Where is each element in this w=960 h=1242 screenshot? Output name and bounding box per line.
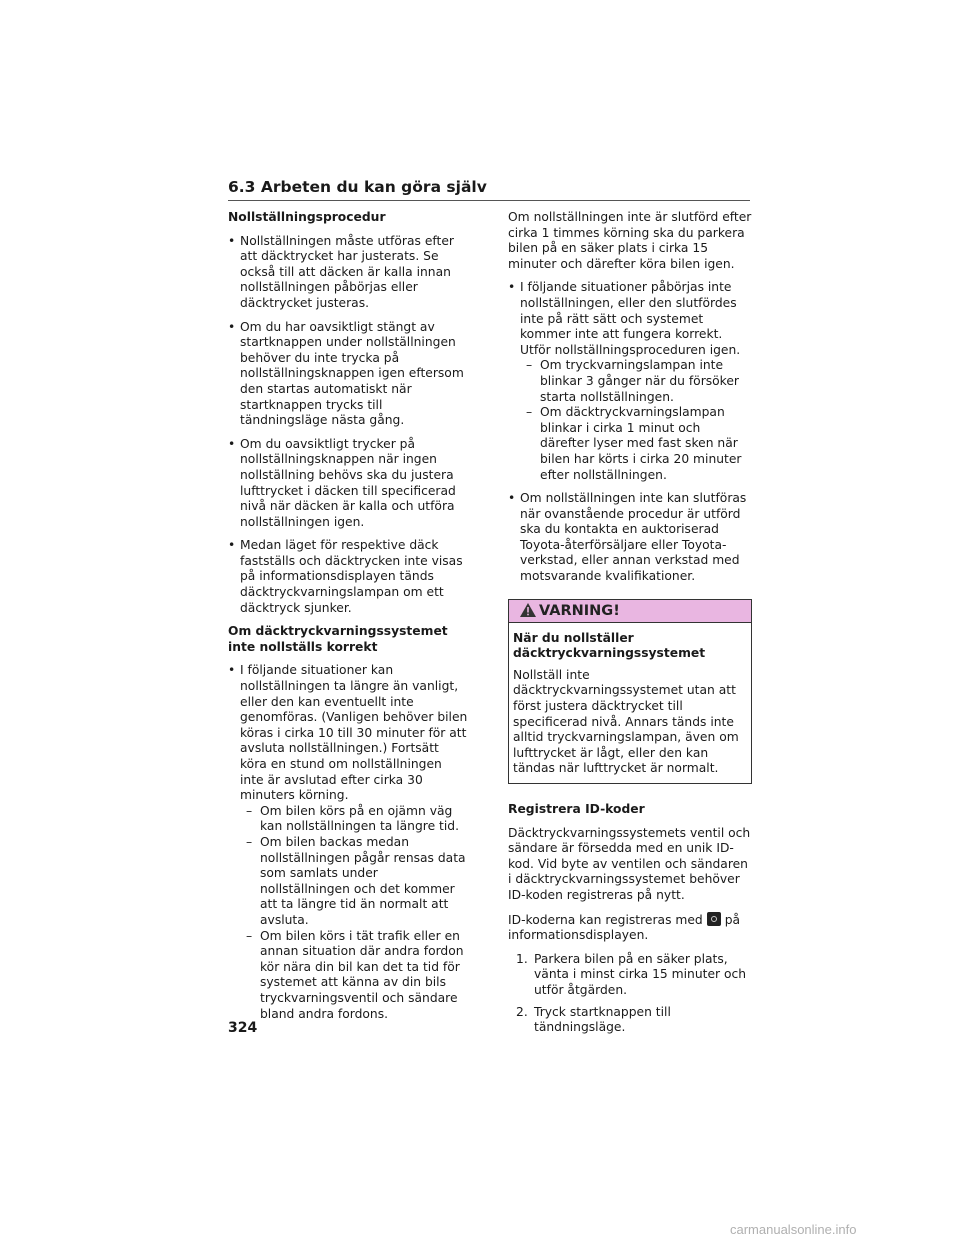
warning-triangle-icon [519, 602, 537, 618]
intro-paragraph: Om nollställningen inte är slutförd efter cirka 1 timmes körning ska du parkera bilen på en säker plats i cirka 15 minuter och därefter köra bilen igen. [508, 210, 752, 271]
not-reset-bullets [228, 663, 468, 1022]
step-item: 2. Tryck startknappen till tändningsläge. [516, 1004, 671, 1035]
list-item: • Nollställningen måste utföras efter att däcktrycket har justerats. Se också till att däcken är kalla innan nollställningen påbörjas eller däcktrycket justeras. [228, 233, 454, 310]
id-register-paragraph: ID-koderna kan registreras med på informationsdisplayen. [508, 912, 741, 943]
warning-body [509, 623, 751, 783]
heading-reset-procedure: Nollställningsprocedur [228, 210, 386, 224]
list-item: • Om nollställningen inte kan slutföras när ovanstående procedur är utförd ska du kontakta en auktoriserad Toyota-återförsäljare eller Toyota-verkstad, eller annan verkstad med motsvarande kvalifikationer. [508, 491, 747, 584]
list-item: • Om du oavsiktligt trycker på nollställningsknappen när ingen nollställning behövs ska du justera lufttrycket i däcken till specificerad nivå när däcken är kalla och utföra nollställningen igen. [228, 436, 456, 529]
sub-list-item: – Om bilen backas medan nollställningen pågår rensas data som samlats under nollställningen och det kommer att ta längre tid än normalt att avsluta. [246, 834, 466, 927]
sub-list-item: – Om tryckvarningslampan inte blinkar 3 gånger när du försöker starta nollställningen. [526, 358, 739, 404]
list-item: • Om du har oavsiktligt stängt av startknappen under nollställningen behöver du inte trycka på nollställningsknappen igen eftersom den startas automatiskt när startknappen trycks till tändningsläge nästa gång. [228, 319, 464, 428]
sub-list [520, 358, 752, 483]
settings-gear-icon [707, 912, 721, 926]
step-item: 1. Parkera bilen på en säker plats, vänta i minst cirka 15 minuter och utför åtgärden. [516, 951, 747, 997]
id-paragraph: Däcktryckvarningssystemets ventil och sändare är försedda med en unik ID-kod. Vid byte av ventilen och sändaren i däcktryckvarningssystemet behöver ID-koden registreras på nytt. [508, 825, 751, 902]
steps-list [508, 952, 752, 1036]
list-item: • Medan läget för respektive däck fastställs och däcktrycken inte visas på informationsdisplayen tänds däcktryckvarningslampan om ett däcktryck sjunker. [228, 538, 463, 615]
sub-list-item: – Om däcktryckvarningslampan blinkar i cirka 1 minut och därefter lyser med fast sken när bilen har körts i cirka 20 minuter efter nollställningen. [526, 405, 742, 482]
heading-register-id: Registrera ID-koder [508, 802, 645, 816]
sub-list-item: – Om bilen körs på en ojämn väg kan nollställningen ta längre tid. [246, 803, 459, 834]
warning-box [508, 599, 752, 784]
list-item: • I följande situationer påbörjas inte nollställningen, eller den slutfördes inte på rätt sätt och systemet kommer inte att fungera korrekt. Utför nollställningsproceduren igen. – Om tryckvarningslampan inte blinkar 3 gånger när du försöker starta nollställningen. – Om däcktryckvarningslampan blinkar i cirka 1 minut och därefter lyser med fast sken när bilen har körts i cirka 20 minuter efter nollställningen. [508, 280, 752, 483]
reset-bullets [228, 234, 468, 617]
warning-title: När du nollställer däcktryckvarningssystemet [513, 630, 706, 661]
sub-list [240, 804, 468, 1022]
watermark-logo[interactable]: carmanualsonline.info [730, 1222, 857, 1237]
heading-not-reset: Om däcktryckvarningssystemet inte nollställs korrekt [228, 624, 448, 654]
page-number: 324 [228, 1020, 258, 1036]
right-bullets [508, 280, 752, 584]
sub-list-item: – Om bilen körs i tät trafik eller en annan situation där andra fordon kör nära din bil kan det ta tid för systemet att känna av din bils tryckvarningsventil och sändare bland andra fordons. [246, 928, 464, 1021]
warning-header [509, 600, 751, 623]
warning-label: VARNING! [539, 602, 620, 619]
warning-text: Nollställ inte däcktryckvarningssystemet utan att först justera däcktrycket till specificerad nivå. Annars tänds inte alltid tryckvarningslampan, även om lufttrycket är lågt, eller den kan tändas när lufttrycket är normalt. [513, 667, 739, 776]
list-item: • I följande situationer kan nollställningen ta längre än vanligt, eller den kan eventuellt inte genomföras. (Vanligen behöver bilen köras i cirka 10 till 30 minuter för att avsluta nollställningen.) Fortsätt köra en stund om nollställningen inte är avslutad efter cirka 30 minuters körning. – Om bilen körs på en ojämn väg kan nollställningen ta längre tid. – Om bilen backas medan nollställningen pågår rensas data som samlats under nollställningen och det kommer att ta längre tid än normalt att avsluta. – Om bilen körs i tät trafik eller en annan situation där andra fordon kör nära din bil kan det ta tid för systemet att känna av din bils tryckvarningsventil och sändare bland andra fordons. [228, 663, 468, 1021]
section-header: 6.3 Arbeten du kan göra själv [228, 178, 750, 201]
left-column [228, 210, 468, 1030]
right-column [508, 210, 752, 1042]
